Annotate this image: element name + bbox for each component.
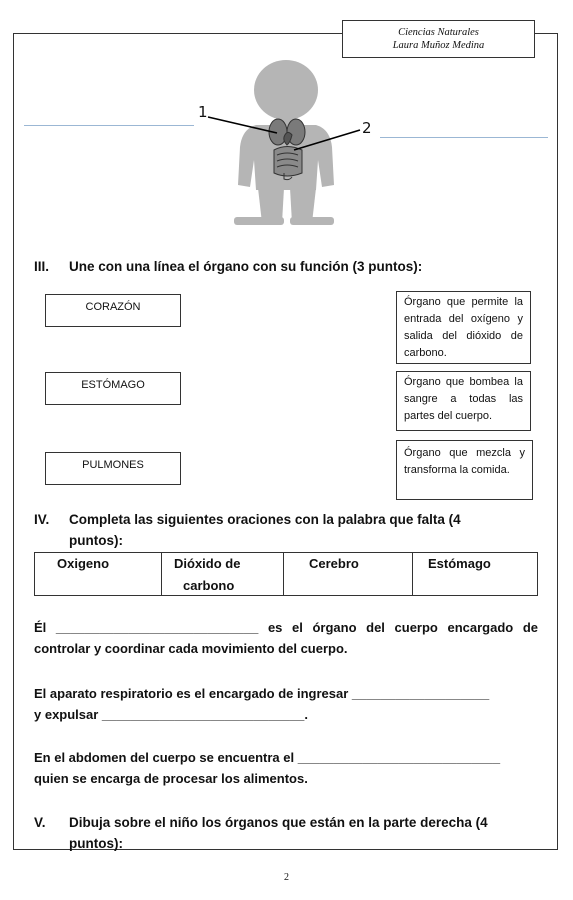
word-bank-table (34, 552, 538, 596)
section-iv-instructions-line1: Completa las siguientes oraciones con la palabra que falta (4 (69, 512, 461, 527)
header-subject: Ciencias Naturales (398, 27, 479, 38)
sentence-3[interactable] (34, 747, 538, 789)
function-box-respiration[interactable]: Órgano que permite la entrada del oxígeno y salida del dióxido de carbono. (396, 291, 531, 364)
header-box (342, 20, 535, 58)
word-cell-oxigeno (35, 553, 162, 595)
sentence-2-line1: El aparato respiratorio es el encargado de ingresar ___________________ (34, 686, 490, 701)
section-v-title (34, 812, 538, 856)
section-v-instructions-line1: Dibuja sobre el niño los órganos que están en la parte derecha (4 (69, 815, 488, 830)
word-cerebro: Cerebro (309, 556, 359, 571)
section-iv-instructions-line2: puntos): (69, 533, 123, 548)
word-cell-cerebro (284, 553, 413, 595)
sentence-1-line2: controlar y coordinar cada movimiento del cuerpo. (34, 641, 348, 656)
sentence-3-line1: En el abdomen del cuerpo se encuentra el ____________________________ (34, 750, 501, 765)
word-carbono: carbono (183, 578, 235, 593)
organ-box-heart[interactable]: CORAZÓN (45, 294, 181, 327)
organ-label-2: 2 (362, 119, 372, 137)
section-iii-number: III. (34, 259, 50, 274)
function-box-circulation[interactable]: Órgano que bombea la sangre a todas las partes del cuerpo. (396, 371, 531, 431)
section-iv-number: IV. (34, 512, 50, 527)
header-author: Laura Muñoz Medina (392, 40, 485, 51)
section-iii-title (34, 256, 538, 278)
sentence-1-line1: Él ____________________________ es el órgano del cuerpo encargado de (34, 620, 538, 635)
child-figure (0, 55, 573, 230)
organ-label-1: 1 (198, 103, 208, 121)
sentence-1[interactable] (34, 617, 538, 659)
answer-line-organ-2 (380, 137, 548, 138)
sentence-2-line2: y expulsar ____________________________. (34, 707, 308, 722)
word-cell-dioxido (162, 553, 284, 595)
section-iv-title (34, 509, 538, 553)
word-cell-estomago (413, 553, 537, 595)
child-silhouette-illustration (0, 55, 573, 230)
page-number: 2 (284, 872, 289, 883)
organ-box-lungs[interactable]: PULMONES (45, 452, 181, 485)
section-v-instructions-line2: puntos): (69, 836, 123, 851)
organ-box-stomach[interactable]: ESTÓMAGO (45, 372, 181, 405)
sentence-2[interactable] (34, 683, 538, 725)
sentence-3-line2: quien se encarga de procesar los alimentos. (34, 771, 308, 786)
word-dioxido: Dióxido de (174, 556, 241, 571)
function-box-digestion[interactable]: Órgano que mezcla y transforma la comida. (396, 440, 533, 500)
section-iii-instructions: Une con una línea el órgano con su función (3 puntos): (69, 259, 423, 274)
answer-line-organ-1 (24, 125, 194, 126)
section-v-number: V. (34, 815, 46, 830)
word-oxigeno: Oxigeno (57, 556, 110, 571)
word-estomago: Estómago (428, 556, 491, 571)
